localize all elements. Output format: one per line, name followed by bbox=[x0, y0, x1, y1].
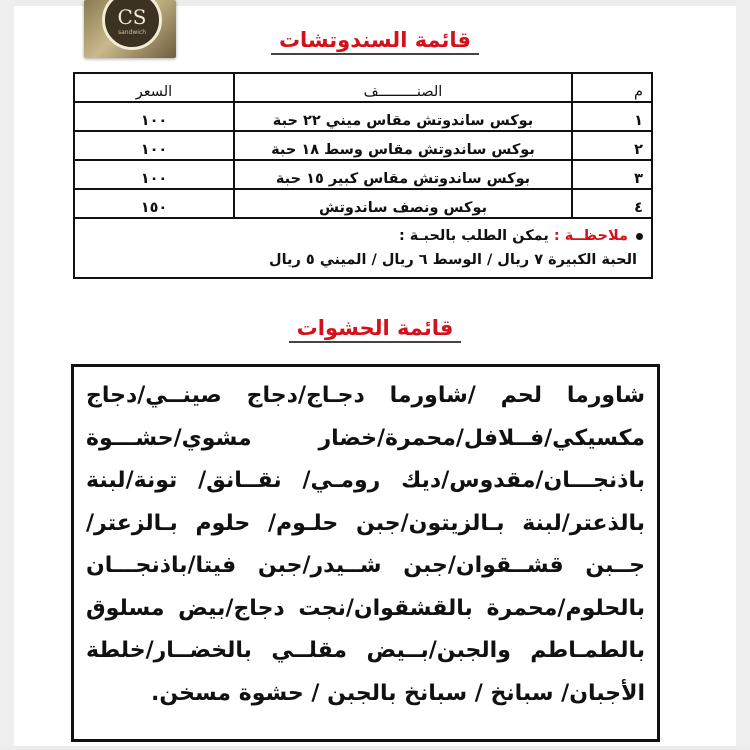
row-num: ١ bbox=[572, 102, 652, 131]
note-text-2: الحبة الكبيرة ٧ ريال / الوسط ٦ ريال / الميني ٥ ريال bbox=[269, 252, 637, 268]
row-item: بوكس ساندوتش مقاس ميني ٢٢ حبة bbox=[234, 102, 572, 131]
table-row bbox=[74, 189, 652, 218]
logo-tagline: sandwich bbox=[117, 29, 147, 36]
fillings-list-box bbox=[71, 364, 660, 742]
fillings-line: بالطمـاطم والجبن/بــيض مقلــي بالخضــار/خلطة bbox=[86, 638, 645, 663]
fillings-line: الأجبان/ سبانخ / سبانخ بالجبن / حشوة مسخن. bbox=[151, 680, 645, 706]
page-edge-left bbox=[0, 0, 14, 750]
header-price: السعر bbox=[74, 73, 234, 102]
row-price: ١٥٠ bbox=[74, 189, 234, 218]
header-num: م bbox=[572, 73, 652, 102]
row-item: بوكس ساندوتش مقاس كبير ١٥ حبة bbox=[234, 160, 572, 189]
note-cell bbox=[74, 218, 652, 278]
row-num: ٢ bbox=[572, 131, 652, 160]
table-header-row bbox=[74, 73, 652, 102]
sandwich-menu-title: قائمة السندوتشات bbox=[0, 28, 750, 52]
row-price: ١٠٠ bbox=[74, 160, 234, 189]
fillings-line: شاورما لحم /شاورما دجـاج/دجاج صينــي/دجاج bbox=[86, 383, 645, 408]
row-item: بوكس ونصف ساندوتش bbox=[234, 189, 572, 218]
table-row bbox=[74, 131, 652, 160]
page-edge-bottom bbox=[0, 746, 750, 750]
row-item: بوكس ساندوتش مقاس وسط ١٨ حبة bbox=[234, 131, 572, 160]
note-row bbox=[74, 218, 652, 278]
header-item: الصنـــــــــف bbox=[234, 73, 572, 102]
fillings-line: باذنجـــان/مقدوس/ديك رومـي/ نقــانق/ تونة/لبنة bbox=[86, 468, 645, 493]
row-price: ١٠٠ bbox=[74, 131, 234, 160]
bullet-icon bbox=[636, 233, 643, 240]
page-edge-right bbox=[736, 0, 750, 750]
row-num: ٣ bbox=[572, 160, 652, 189]
row-num: ٤ bbox=[572, 189, 652, 218]
table-row bbox=[74, 102, 652, 131]
fillings-line: بالذعتر/لبنة بـالزيتون/جبن حلـوم/ حلوم بـالزعتر/ bbox=[86, 510, 645, 536]
fillings-menu-title: قائمة الحشوات bbox=[0, 316, 750, 340]
sandwich-price-table bbox=[73, 72, 653, 279]
fillings-line: مكسيكي/فــلافل/محمرة/خضار مشوي/حشـــوة bbox=[86, 425, 645, 451]
note-first-line bbox=[83, 224, 643, 248]
table-row bbox=[74, 160, 652, 189]
logo-monogram: CS bbox=[117, 5, 147, 29]
fillings-line: جــبن قشــقوان/جبن شــيدر/جبن فيتا/باذنجـــان bbox=[86, 553, 645, 578]
note-text-1: يمكن الطلب بالحبـة : bbox=[398, 228, 549, 244]
note-label: ملاحظــة : bbox=[553, 228, 628, 244]
row-price: ١٠٠ bbox=[74, 102, 234, 131]
fillings-line: بالحلوم/محمرة بالقشقوان/نجت دجاج/بيض مسلوق bbox=[86, 595, 645, 621]
